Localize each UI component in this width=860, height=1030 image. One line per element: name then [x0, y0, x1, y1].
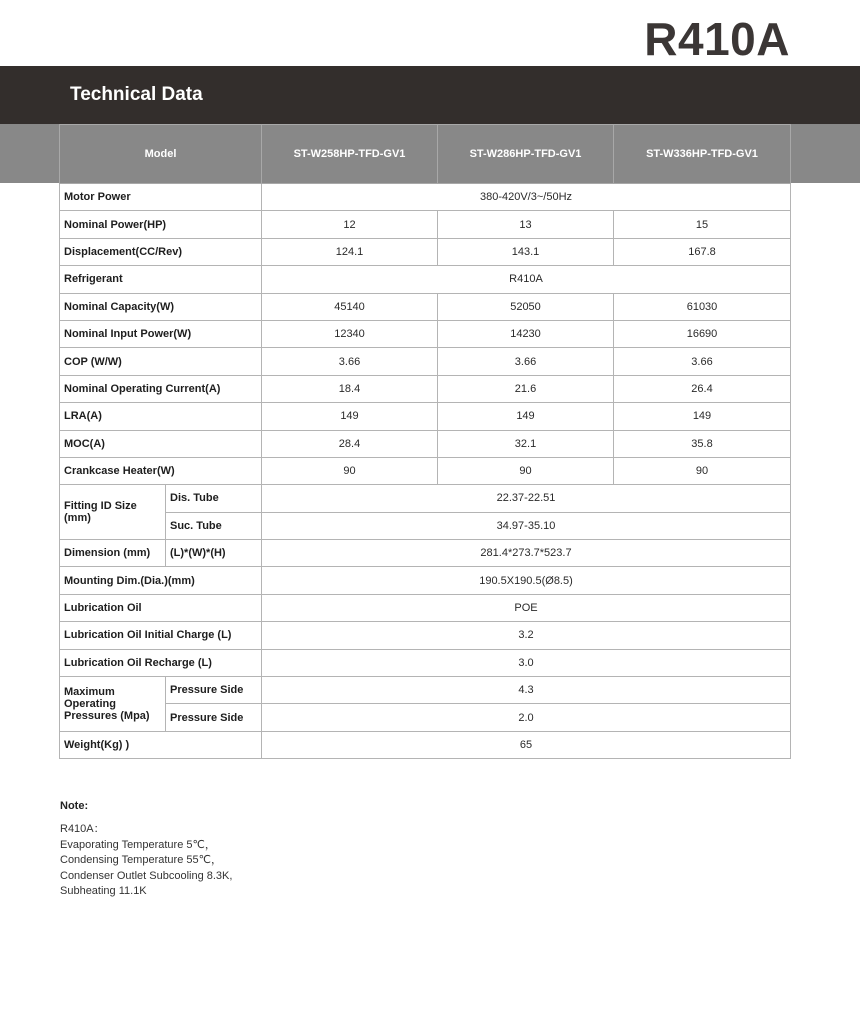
row-value: 35.8 — [614, 430, 791, 457]
table-row — [60, 622, 791, 649]
row-value: 18.4 — [262, 375, 438, 402]
row-label: Dimension (mm) — [60, 540, 166, 567]
table-row — [60, 594, 791, 621]
table-row — [60, 375, 791, 402]
row-label: Fitting ID Size (mm) — [60, 485, 166, 540]
row-label: Displacement(CC/Rev) — [60, 238, 262, 265]
row-label: Maximum Operating Pressures (Mpa) — [60, 677, 166, 732]
row-value: 52050 — [438, 293, 614, 320]
row-value: 3.0 — [262, 649, 791, 676]
row-label: Lubrication Oil Recharge (L) — [60, 649, 262, 676]
row-value: 149 — [614, 403, 791, 430]
row-value: 4.3 — [262, 677, 791, 704]
model-header: Model — [60, 125, 262, 184]
model-column-header: ST-W286HP-TFD-GV1 — [438, 125, 614, 184]
row-value: 3.66 — [614, 348, 791, 375]
row-value: 167.8 — [614, 238, 791, 265]
row-value: 3.2 — [262, 622, 791, 649]
row-sublabel: Dis. Tube — [166, 485, 262, 512]
note-line: Condenser Outlet Subcooling 8.3K, — [60, 869, 233, 882]
row-label: Motor Power — [60, 184, 262, 211]
row-value: 3.66 — [262, 348, 438, 375]
row-value: 380-420V/3~/50Hz — [262, 184, 791, 211]
table-row — [60, 731, 791, 758]
table-row — [60, 677, 791, 704]
row-value: 21.6 — [438, 375, 614, 402]
model-column-header: ST-W258HP-TFD-GV1 — [262, 125, 438, 184]
row-value: 32.1 — [438, 430, 614, 457]
table-row — [60, 704, 791, 731]
row-value: 12340 — [262, 320, 438, 347]
row-value: 90 — [438, 457, 614, 484]
row-value: 22.37-22.51 — [262, 485, 791, 512]
row-sublabel: Pressure Side — [166, 677, 262, 704]
row-value: 14230 — [438, 320, 614, 347]
row-label: Lubrication Oil Initial Charge (L) — [60, 622, 262, 649]
row-label: COP (W/W) — [60, 348, 262, 375]
note-title: Note: — [60, 800, 89, 812]
row-value: 90 — [614, 457, 791, 484]
row-value: 3.66 — [438, 348, 614, 375]
row-value: 143.1 — [438, 238, 614, 265]
technical-data-table — [59, 124, 791, 759]
table-row — [60, 540, 791, 567]
row-value: 281.4*273.7*523.7 — [262, 540, 791, 567]
row-value: 15 — [614, 211, 791, 238]
refrigerant-title: R410A — [644, 13, 790, 65]
note-body — [60, 822, 232, 900]
row-sublabel: Suc. Tube — [166, 512, 262, 539]
row-value: 65 — [262, 731, 791, 758]
row-label: Weight(Kg) ) — [60, 731, 262, 758]
table-row — [60, 184, 791, 211]
row-value: 149 — [438, 403, 614, 430]
row-value: 61030 — [614, 293, 791, 320]
table-row — [60, 403, 791, 430]
row-label: Crankcase Heater(W) — [60, 457, 262, 484]
row-label: Mounting Dim.(Dia.)(mm) — [60, 567, 262, 594]
row-sublabel: Pressure Side — [166, 704, 262, 731]
row-label: Nominal Operating Current(A) — [60, 375, 262, 402]
model-column-header: ST-W336HP-TFD-GV1 — [614, 125, 791, 184]
note-line: R410A： — [60, 823, 105, 835]
row-value: 124.1 — [262, 238, 438, 265]
row-value: 149 — [262, 403, 438, 430]
row-label: Refrigerant — [60, 266, 262, 293]
row-value: 28.4 — [262, 430, 438, 457]
row-value: 12 — [262, 211, 438, 238]
row-label: LRA(A) — [60, 403, 262, 430]
row-label: Nominal Power(HP) — [60, 211, 262, 238]
note-line: Condensing Temperature 55℃， — [60, 854, 222, 866]
row-label: Lubrication Oil — [60, 594, 262, 621]
table-row — [60, 649, 791, 676]
table-row — [60, 348, 791, 375]
row-label: MOC(A) — [60, 430, 262, 457]
row-value: 34.97-35.10 — [262, 512, 791, 539]
row-value: 190.5X190.5(Ø8.5) — [262, 567, 791, 594]
table-row — [60, 567, 791, 594]
note-line: Evaporating Temperature 5℃， — [60, 838, 216, 851]
row-value: 90 — [262, 457, 438, 484]
row-value: 26.4 — [614, 375, 791, 402]
table-row — [60, 293, 791, 320]
note-line: Subheating 11.1K — [60, 885, 147, 897]
row-value: 45140 — [262, 293, 438, 320]
row-label: Nominal Capacity(W) — [60, 293, 262, 320]
table-row — [60, 457, 791, 484]
row-value: 16690 — [614, 320, 791, 347]
section-title: Technical Data — [70, 84, 203, 105]
table-row — [60, 238, 791, 265]
row-value: R410A — [262, 266, 791, 293]
row-value: POE — [262, 594, 791, 621]
table-row — [60, 430, 791, 457]
table-row — [60, 320, 791, 347]
table-row — [60, 485, 791, 512]
table-header-row — [60, 125, 791, 184]
row-value: 13 — [438, 211, 614, 238]
row-label: Nominal Input Power(W) — [60, 320, 262, 347]
row-sublabel: (L)*(W)*(H) — [166, 540, 262, 567]
row-value: 2.0 — [262, 704, 791, 731]
table-row — [60, 266, 791, 293]
table-row — [60, 211, 791, 238]
table-row — [60, 512, 791, 539]
